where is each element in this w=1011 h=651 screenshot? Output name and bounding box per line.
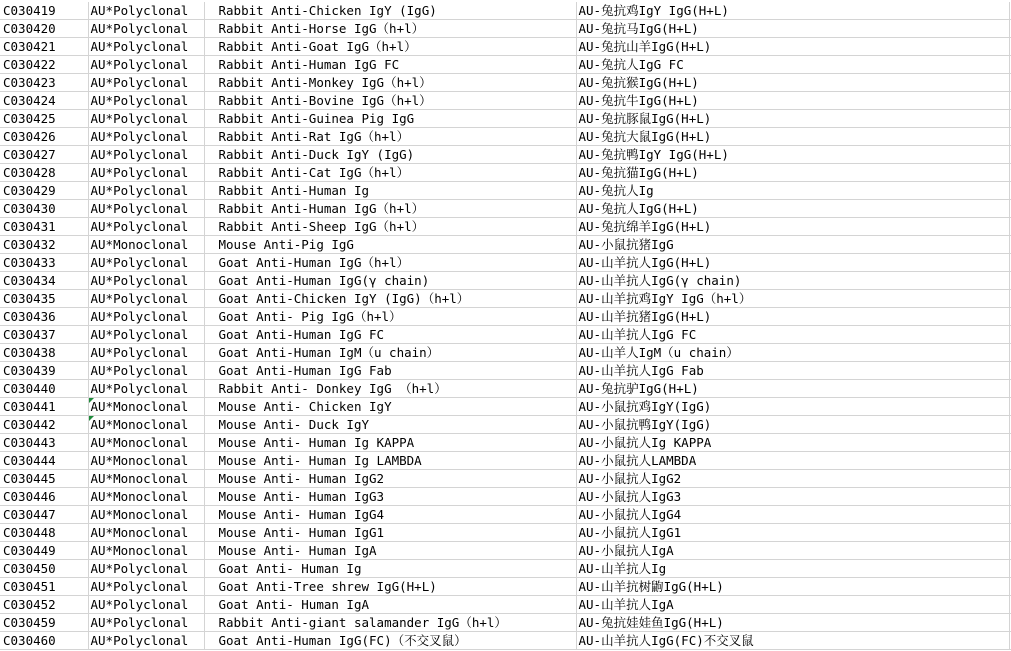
cell-chinese-name[interactable]: AU-山羊抗人IgA [576,596,1009,614]
cell-chinese-name[interactable]: AU-山羊抗猪IgG(H+L) [576,308,1009,326]
cell-english-name[interactable]: Rabbit Anti-Bovine IgG（h+l） [204,92,576,110]
cell-product-code[interactable]: C030419 [0,2,88,20]
table-row [0,326,1011,344]
cell-antibody-type[interactable]: AU*Polyclonal [88,308,204,326]
cell-english-name[interactable]: Goat Anti- Human Ig [204,560,576,578]
cell-english-name[interactable]: Rabbit Anti-Duck IgY (IgG) [204,146,576,164]
cell-chinese-name[interactable]: AU-山羊抗人IgG FC [576,326,1009,344]
cell-chinese-name[interactable]: AU-兔抗驴IgG(H+L) [576,380,1009,398]
cell-chinese-name[interactable]: AU-兔抗绵羊IgG(H+L) [576,218,1009,236]
cell-product-code[interactable]: C030446 [0,488,88,506]
cell-antibody-type[interactable]: AU*Polyclonal [88,200,204,218]
table-row [0,632,1011,650]
cell-english-name[interactable]: Rabbit Anti-Sheep IgG（h+l） [204,218,576,236]
cell-english-name[interactable]: Goat Anti-Human IgM（u chain） [204,344,576,362]
cell-antibody-type[interactable]: AU*Polyclonal [88,38,204,56]
cell-antibody-type[interactable]: AU*Polyclonal [88,632,204,650]
cell-product-code[interactable]: C030431 [0,218,88,236]
table-row [0,182,1011,200]
table-row [0,434,1011,452]
cell-product-code[interactable]: C030429 [0,182,88,200]
table-row [0,2,1011,20]
cell-product-code[interactable]: C030424 [0,92,88,110]
cell-product-code[interactable]: C030439 [0,362,88,380]
cell-english-name[interactable]: Mouse Anti- Human IgG1 [204,524,576,542]
cell-chinese-name[interactable]: AU-小鼠抗人LAMBDA [576,452,1009,470]
cell-antibody-type[interactable]: AU*Polyclonal [88,110,204,128]
table-row [0,470,1011,488]
cell-antibody-type[interactable]: AU*Polyclonal [88,560,204,578]
table-row [0,92,1011,110]
cell-english-name[interactable]: Goat Anti-Human IgG Fab [204,362,576,380]
cell-product-code[interactable]: C030427 [0,146,88,164]
cell-antibody-type[interactable]: AU*Polyclonal [88,272,204,290]
cell-chinese-name[interactable]: AU-小鼠抗人Ig KAPPA [576,434,1009,452]
cell-chinese-name[interactable]: AU-小鼠抗人IgG3 [576,488,1009,506]
cell-antibody-type[interactable]: AU*Monoclonal [88,506,204,524]
cell-chinese-name[interactable]: AU-山羊抗树鼩IgG(H+L) [576,578,1009,596]
cell-english-name[interactable]: Goat Anti-Human IgG FC [204,326,576,344]
cell-product-code[interactable]: C030441 [0,398,88,416]
cell-product-code[interactable]: C030428 [0,164,88,182]
cell-chinese-name[interactable]: AU-小鼠抗人IgG2 [576,470,1009,488]
cell-antibody-type[interactable]: AU*Polyclonal [88,74,204,92]
table-row [0,308,1011,326]
table-row [0,596,1011,614]
cell-chinese-name[interactable]: AU-兔抗人IgG(H+L) [576,200,1009,218]
cell-english-name[interactable]: Rabbit Anti-Rat IgG（h+l） [204,128,576,146]
cell-chinese-name[interactable]: AU-山羊抗人Ig [576,560,1009,578]
cell-english-name[interactable]: Mouse Anti- Human IgG3 [204,488,576,506]
cell-product-code[interactable]: C030442 [0,416,88,434]
cell-chinese-name[interactable]: AU-兔抗人IgG FC [576,56,1009,74]
cell-antibody-type[interactable]: AU*Polyclonal [88,56,204,74]
table-body [0,2,1011,650]
table-row [0,236,1011,254]
cell-chinese-name[interactable]: AU-兔抗猴IgG(H+L) [576,74,1009,92]
table-row [0,110,1011,128]
cell-english-name[interactable]: Rabbit Anti-Human Ig [204,182,576,200]
cell-product-code[interactable]: C030435 [0,290,88,308]
cell-product-code[interactable]: C030432 [0,236,88,254]
cell-chinese-name[interactable]: AU-小鼠抗人IgG4 [576,506,1009,524]
cell-product-code[interactable]: C030433 [0,254,88,272]
cell-product-code[interactable]: C030460 [0,632,88,650]
cell-antibody-type[interactable]: AU*Monoclonal [88,488,204,506]
product-table [0,2,1011,650]
table-row [0,506,1011,524]
cell-antibody-type[interactable]: AU*Polyclonal [88,146,204,164]
table-row [0,200,1011,218]
table-row [0,146,1011,164]
cell-antibody-type[interactable]: AU*Polyclonal [88,344,204,362]
table-row [0,164,1011,182]
cell-chinese-name[interactable]: AU-山羊抗鸡IgY IgG（h+l） [576,290,1009,308]
cell-chinese-name[interactable]: AU-兔抗猫IgG(H+L) [576,164,1009,182]
cell-english-name[interactable]: Rabbit Anti-giant salamander IgG（h+l） [204,614,576,632]
cell-antibody-type[interactable]: AU*Monoclonal [88,416,204,434]
cell-product-code[interactable]: C030420 [0,20,88,38]
cell-product-code[interactable]: C030444 [0,452,88,470]
cell-english-name[interactable]: Rabbit Anti-Cat IgG（h+l） [204,164,576,182]
cell-english-name[interactable]: Rabbit Anti-Horse IgG（h+l） [204,20,576,38]
cell-product-code[interactable]: C030430 [0,200,88,218]
cell-english-name[interactable]: Mouse Anti- Human Ig LAMBDA [204,452,576,470]
table-row [0,128,1011,146]
cell-chinese-name[interactable]: AU-山羊抗人IgG(H+L) [576,254,1009,272]
table-row [0,344,1011,362]
cell-antibody-type[interactable]: AU*Polyclonal [88,290,204,308]
cell-product-code[interactable]: C030452 [0,596,88,614]
cell-chinese-name[interactable]: AU-小鼠抗人IgG1 [576,524,1009,542]
table-row [0,218,1011,236]
table-row [0,578,1011,596]
table-row [0,398,1011,416]
cell-antibody-type[interactable]: AU*Polyclonal [88,128,204,146]
cell-english-name[interactable]: Goat Anti-Tree shrew IgG(H+L) [204,578,576,596]
cell-english-name[interactable]: Mouse Anti- Duck IgY [204,416,576,434]
cell-english-name[interactable]: Rabbit Anti-Human IgG FC [204,56,576,74]
table-row [0,452,1011,470]
cell-english-name[interactable]: Goat Anti-Human IgG(FC)（不交叉鼠） [204,632,576,650]
cell-chinese-name[interactable]: AU-山羊人IgM（u chain） [576,344,1009,362]
cell-product-code[interactable]: C030425 [0,110,88,128]
cell-english-name[interactable]: Goat Anti-Human IgG(γ chain) [204,272,576,290]
cell-antibody-type[interactable]: AU*Polyclonal [88,92,204,110]
cell-chinese-name[interactable]: AU-山羊抗人IgG(γ chain) [576,272,1009,290]
table-row [0,56,1011,74]
cell-chinese-name[interactable]: AU-兔抗牛IgG(H+L) [576,92,1009,110]
cell-english-name[interactable]: Goat Anti-Chicken IgY (IgG)（h+l） [204,290,576,308]
cell-antibody-type[interactable]: AU*Monoclonal [88,236,204,254]
cell-english-name[interactable]: Rabbit Anti- Donkey IgG （h+l） [204,380,576,398]
cell-antibody-type[interactable]: AU*Monoclonal [88,470,204,488]
cell-antibody-type[interactable]: AU*Monoclonal [88,542,204,560]
table-row [0,488,1011,506]
table-row [0,74,1011,92]
cell-english-name[interactable]: Goat Anti- Human IgA [204,596,576,614]
cell-chinese-name[interactable]: AU-兔抗人Ig [576,182,1009,200]
cell-product-code[interactable]: C030445 [0,470,88,488]
cell-chinese-name[interactable]: AU-小鼠抗猪IgG [576,236,1009,254]
cell-english-name[interactable]: Rabbit Anti-Monkey IgG（h+l） [204,74,576,92]
cell-chinese-name[interactable]: AU-兔抗豚鼠IgG(H+L) [576,110,1009,128]
cell-product-code[interactable]: C030440 [0,380,88,398]
table-row [0,614,1011,632]
cell-antibody-type[interactable]: AU*Polyclonal [88,2,204,20]
cell-product-code[interactable]: C030438 [0,344,88,362]
cell-chinese-name[interactable]: AU-山羊抗人IgG(FC)不交叉鼠 [576,632,1009,650]
cell-chinese-name[interactable]: AU-兔抗鸡IgY IgG(H+L) [576,2,1009,20]
cell-product-code[interactable]: C030423 [0,74,88,92]
cell-english-name[interactable]: Mouse Anti- Chicken IgY [204,398,576,416]
cell-antibody-type[interactable]: AU*Polyclonal [88,380,204,398]
cell-chinese-name[interactable]: AU-小鼠抗人IgA [576,542,1009,560]
cell-antibody-type[interactable]: AU*Monoclonal [88,452,204,470]
table-row [0,416,1011,434]
table-row [0,542,1011,560]
cell-product-code[interactable]: C030448 [0,524,88,542]
cell-chinese-name[interactable]: AU-小鼠抗鸭IgY(IgG) [576,416,1009,434]
cell-english-name[interactable]: Rabbit Anti-Human IgG（h+l） [204,200,576,218]
cell-chinese-name[interactable]: AU-兔抗山羊IgG(H+L) [576,38,1009,56]
table-row [0,560,1011,578]
cell-product-code[interactable]: C030443 [0,434,88,452]
cell-english-name[interactable]: Rabbit Anti-Guinea Pig IgG [204,110,576,128]
cell-product-code[interactable]: C030451 [0,578,88,596]
cell-antibody-type[interactable]: AU*Polyclonal [88,362,204,380]
cell-english-name[interactable]: Mouse Anti- Human Ig KAPPA [204,434,576,452]
cell-chinese-name[interactable]: AU-兔抗娃娃鱼IgG(H+L) [576,614,1009,632]
cell-antibody-type[interactable]: AU*Polyclonal [88,614,204,632]
cell-chinese-name[interactable]: AU-山羊抗人IgG Fab [576,362,1009,380]
cell-english-name[interactable]: Goat Anti-Human IgG（h+l） [204,254,576,272]
cell-product-code[interactable]: C030450 [0,560,88,578]
table-row [0,290,1011,308]
cell-antibody-type[interactable]: AU*Polyclonal [88,20,204,38]
cell-product-code[interactable]: C030421 [0,38,88,56]
cell-product-code[interactable]: C030434 [0,272,88,290]
table-row [0,20,1011,38]
cell-product-code[interactable]: C030436 [0,308,88,326]
cell-chinese-name[interactable]: AU-兔抗鸭IgY IgG(H+L) [576,146,1009,164]
table-row [0,38,1011,56]
table-row [0,524,1011,542]
cell-antibody-type[interactable]: AU*Polyclonal [88,578,204,596]
cell-product-code[interactable]: C030437 [0,326,88,344]
table-row [0,272,1011,290]
cell-product-code[interactable]: C030449 [0,542,88,560]
table-row [0,380,1011,398]
cell-antibody-type[interactable]: AU*Polyclonal [88,254,204,272]
cell-product-code[interactable]: C030459 [0,614,88,632]
cell-antibody-type[interactable]: AU*Polyclonal [88,164,204,182]
cell-product-code[interactable]: C030422 [0,56,88,74]
table-row [0,254,1011,272]
cell-antibody-type[interactable]: AU*Monoclonal [88,434,204,452]
cell-english-name[interactable]: Mouse Anti- Human IgG4 [204,506,576,524]
cell-antibody-type[interactable]: AU*Polyclonal [88,326,204,344]
cell-antibody-type[interactable]: AU*Monoclonal [88,398,204,416]
cell-antibody-type[interactable]: AU*Polyclonal [88,218,204,236]
cell-antibody-type[interactable]: AU*Polyclonal [88,596,204,614]
cell-product-code[interactable]: C030447 [0,506,88,524]
cell-english-name[interactable]: Rabbit Anti-Chicken IgY (IgG) [204,2,576,20]
cell-antibody-type[interactable]: AU*Polyclonal [88,182,204,200]
cell-antibody-type[interactable]: AU*Monoclonal [88,524,204,542]
cell-english-name[interactable]: Goat Anti- Pig IgG（h+l） [204,308,576,326]
table-row [0,362,1011,380]
cell-english-name[interactable]: Rabbit Anti-Goat IgG（h+l） [204,38,576,56]
cell-product-code[interactable]: C030426 [0,128,88,146]
cell-chinese-name[interactable]: AU-兔抗马IgG(H+L) [576,20,1009,38]
cell-chinese-name[interactable]: AU-小鼠抗鸡IgY(IgG) [576,398,1009,416]
cell-english-name[interactable]: Mouse Anti-Pig IgG [204,236,576,254]
cell-english-name[interactable]: Mouse Anti- Human IgA [204,542,576,560]
cell-english-name[interactable]: Mouse Anti- Human IgG2 [204,470,576,488]
cell-chinese-name[interactable]: AU-兔抗大鼠IgG(H+L) [576,128,1009,146]
